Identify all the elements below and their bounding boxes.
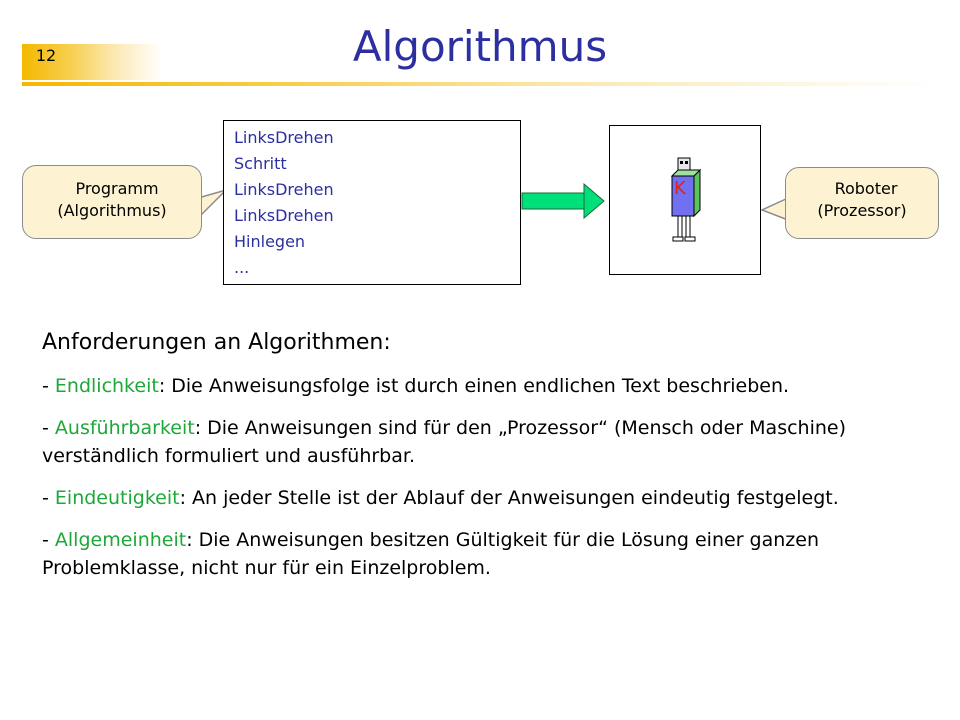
program-callout-tail [198, 190, 226, 218]
requirement-term: Allgemeinheit [54, 529, 187, 551]
requirements-heading: Anforderungen an Algorithmen: [42, 330, 391, 355]
requirement-item [42, 484, 922, 512]
program-line: LinksDrehen [234, 206, 334, 225]
program-line: LinksDrehen [234, 180, 334, 199]
requirement-text: : An jeder Stelle ist der Ablauf der Anweisungen eindeutig festgelegt. [179, 487, 839, 509]
requirement-text: : Die Anweisungen besitzen Gültigkeit für die Lösung einer ganzen Problemklasse, nicht nur für ein Einzelproblem. [42, 529, 819, 579]
requirements-list [42, 372, 922, 596]
robot-icon [610, 126, 760, 273]
requirement-item [42, 526, 922, 582]
requirement-item [42, 414, 922, 470]
requirement-term: Endlichkeit [54, 375, 159, 397]
requirement-item [42, 372, 922, 400]
requirement-text: : Die Anweisungsfolge ist durch einen endlichen Text beschrieben. [158, 375, 790, 397]
requirement-prefix: - [42, 487, 55, 509]
robot-box [609, 125, 761, 275]
program-callout [22, 165, 202, 239]
requirement-prefix: - [42, 529, 55, 551]
robot-callout [785, 167, 939, 239]
slide-title: Algorithmus [352, 22, 608, 71]
requirement-text: : Die Anweisungen sind für den „Prozessor“ (Mensch oder Maschine) verständlich formuliert und ausführbar. [42, 417, 847, 467]
program-listing [223, 120, 521, 285]
slide-number: 12 [35, 46, 57, 65]
program-line: Schritt [234, 154, 287, 173]
program-callout-line1: Programm [75, 179, 159, 198]
requirement-term: Ausführbarkeit [54, 417, 195, 439]
program-callout-line2: (Algorithmus) [57, 201, 167, 220]
robot-callout-line2: (Prozessor) [817, 201, 907, 220]
requirement-prefix: - [42, 417, 55, 439]
program-line: Hinlegen [234, 232, 306, 251]
robot-label: K [674, 178, 686, 199]
requirement-term: Eindeutigkeit [54, 487, 180, 509]
arrow-right-icon [522, 184, 604, 218]
program-line: ... [234, 258, 250, 277]
program-line: LinksDrehen [234, 128, 334, 147]
robot-callout-line1: Roboter [834, 179, 898, 198]
requirement-prefix: - [42, 375, 55, 397]
